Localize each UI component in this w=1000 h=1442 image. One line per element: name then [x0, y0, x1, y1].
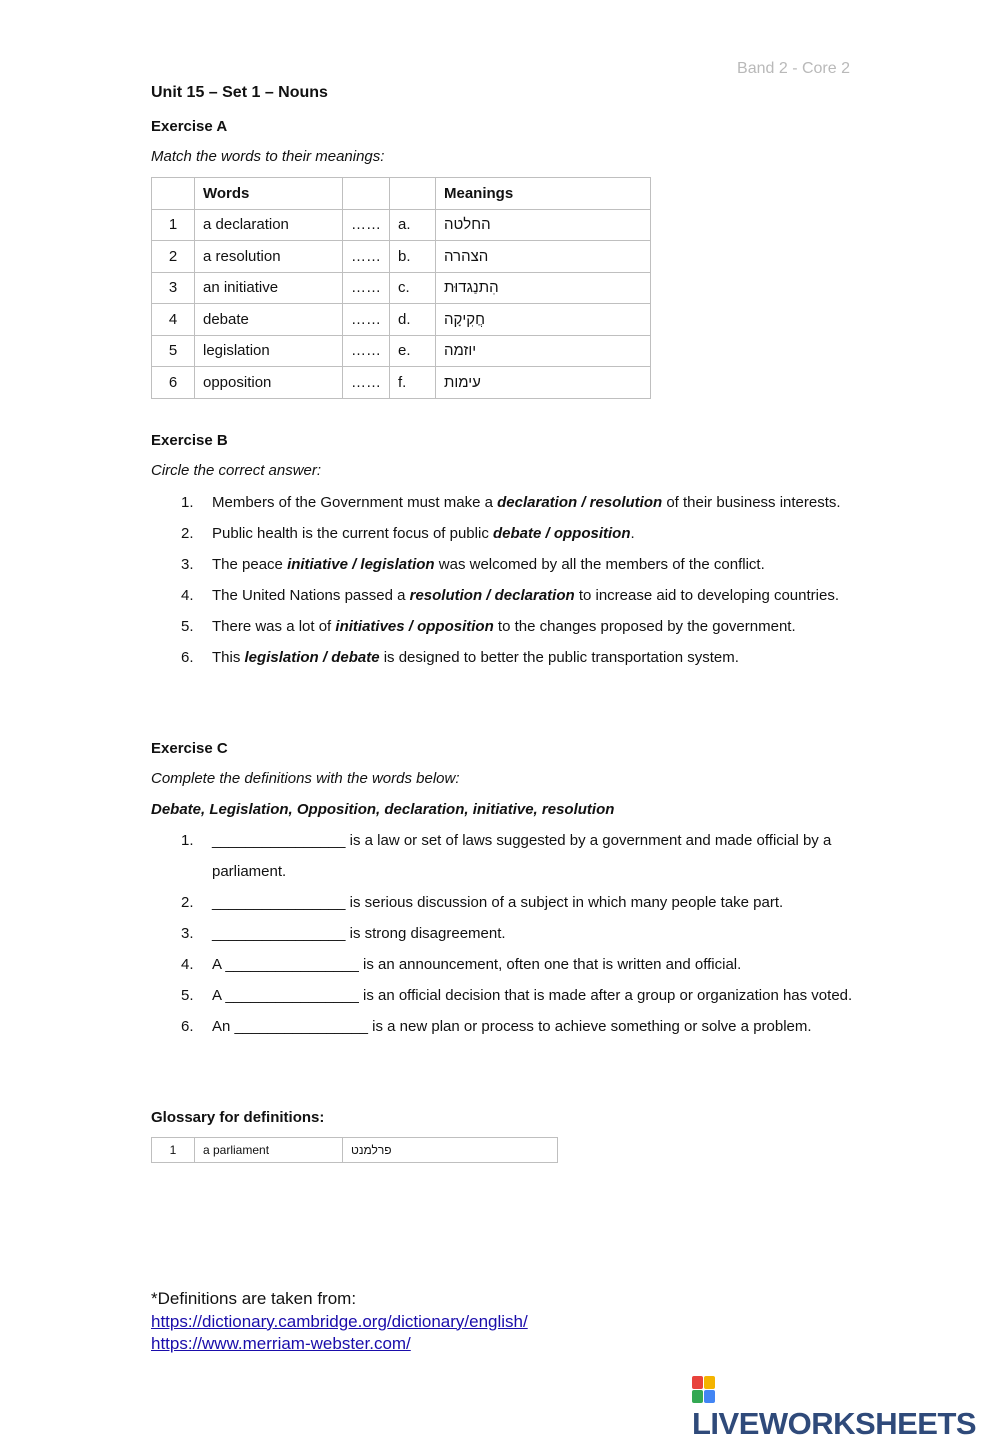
answer-choice[interactable]: debate / opposition — [493, 525, 631, 542]
answer-blank[interactable]: …… — [343, 209, 390, 241]
exercise-b-heading: Exercise B — [151, 432, 228, 449]
word-bank: Debate, Legislation, Opposition, declaration, initiative, resolution — [151, 801, 615, 818]
list-item: 2. ________________ is serious discussion of a subject in which many people take part. — [181, 894, 784, 911]
list-item: 3. The peace initiative / legislation was welcomed by all the members of the conflict. — [181, 556, 765, 573]
exercise-c-instruction: Complete the definitions with the words below: — [151, 770, 460, 787]
answer-choice[interactable]: legislation / debate — [244, 649, 380, 666]
answer-choice[interactable]: resolution / declaration — [409, 587, 575, 604]
list-item: 1. ________________ is a law or set of laws suggested by a government and made official by a parliament. — [181, 832, 832, 880]
list-item: 5. A ________________ is an official decision that is made after a group or organization has voted. — [181, 987, 853, 1004]
definition-text[interactable]: An ________________ is a new plan or process to achieve something or solve a problem. — [212, 1018, 812, 1035]
exercise-b-instruction: Circle the correct answer: — [151, 462, 322, 479]
list-item: 1. Members of the Government must make a declaration / resolution of their business interests. — [181, 494, 841, 511]
table-header-row — [152, 178, 651, 210]
exercise-c-list — [151, 825, 871, 1042]
table-row: 6 opposition …… f. עימות — [152, 367, 651, 399]
answer-choice[interactable]: declaration / resolution — [497, 494, 663, 511]
answer-blank[interactable]: …… — [343, 272, 390, 304]
exercise-c-heading: Exercise C — [151, 740, 228, 757]
list-item: 3. ________________ is strong disagreement. — [181, 925, 506, 942]
list-item: 6. An ________________ is a new plan or process to achieve something or solve a problem. — [181, 1018, 812, 1035]
list-item: 6. This legislation / debate is designed to better the public transportation system. — [181, 649, 739, 666]
meanings-header: Meanings — [436, 178, 651, 210]
table-row: 1 a declaration …… a. החלטה — [152, 209, 651, 241]
definition-text[interactable]: ________________ is serious discussion of a subject in which many people take part. — [212, 894, 784, 911]
answer-choice[interactable]: initiative / legislation — [287, 556, 435, 573]
table-row: 4 debate …… d. חֲקִיקָה — [152, 304, 651, 336]
answer-blank[interactable]: …… — [343, 335, 390, 367]
answer-blank[interactable]: …… — [343, 241, 390, 273]
table-row: 3 an initiative …… c. הִתנַגדוּת — [152, 272, 651, 304]
merriam-webster-link[interactable]: https://www.merriam-webster.com/ — [151, 1334, 411, 1353]
definition-text[interactable]: A ________________ is an announcement, often one that is written and official. — [212, 956, 742, 973]
table-row: 2 a resolution …… b. הצהרה — [152, 241, 651, 273]
list-item: 4. The United Nations passed a resolution / declaration to increase aid to developing countries. — [181, 587, 839, 604]
list-item: 2. Public health is the current focus of public debate / opposition. — [181, 525, 635, 542]
page-title: Unit 15 – Set 1 – Nouns — [151, 84, 328, 101]
sources-note — [151, 1288, 528, 1356]
table-row: 1 a parliament פרלמנט — [152, 1138, 558, 1163]
definition-text[interactable]: ________________ is a law or set of laws suggested by a government and made official by a parliament. — [212, 832, 832, 880]
brand-name: LIVEWORKSHEETS — [692, 1406, 977, 1441]
answer-blank[interactable]: …… — [343, 304, 390, 336]
list-item: 5. There was a lot of initiatives / opposition to the changes proposed by the government. — [181, 618, 796, 635]
definition-text[interactable]: ________________ is strong disagreement. — [212, 925, 506, 942]
exercise-b-list — [151, 487, 871, 673]
exercise-a-heading: Exercise A — [151, 118, 228, 135]
words-header: Words — [195, 178, 343, 210]
answer-choice[interactable]: initiatives / opposition — [335, 618, 494, 635]
answer-blank[interactable]: …… — [343, 367, 390, 399]
liveworksheets-icon — [692, 1376, 716, 1404]
table-row: 5 legislation …… e. יוזמה — [152, 335, 651, 367]
list-item: 4. A ________________ is an announcement, often one that is written and official. — [181, 956, 742, 973]
brand-logo — [692, 1370, 1000, 1442]
glossary-table — [151, 1137, 558, 1163]
cambridge-link[interactable]: https://dictionary.cambridge.org/dictionary/english/ — [151, 1311, 528, 1331]
band-label: Band 2 - Core 2 — [737, 60, 850, 77]
exercise-a-instruction: Match the words to their meanings: — [151, 148, 385, 165]
glossary-heading: Glossary for definitions: — [151, 1109, 325, 1126]
sources-label: *Definitions are taken from: — [151, 1289, 357, 1308]
matching-table — [151, 177, 651, 399]
definition-text[interactable]: A ________________ is an official decision that is made after a group or organization has voted. — [212, 987, 853, 1004]
